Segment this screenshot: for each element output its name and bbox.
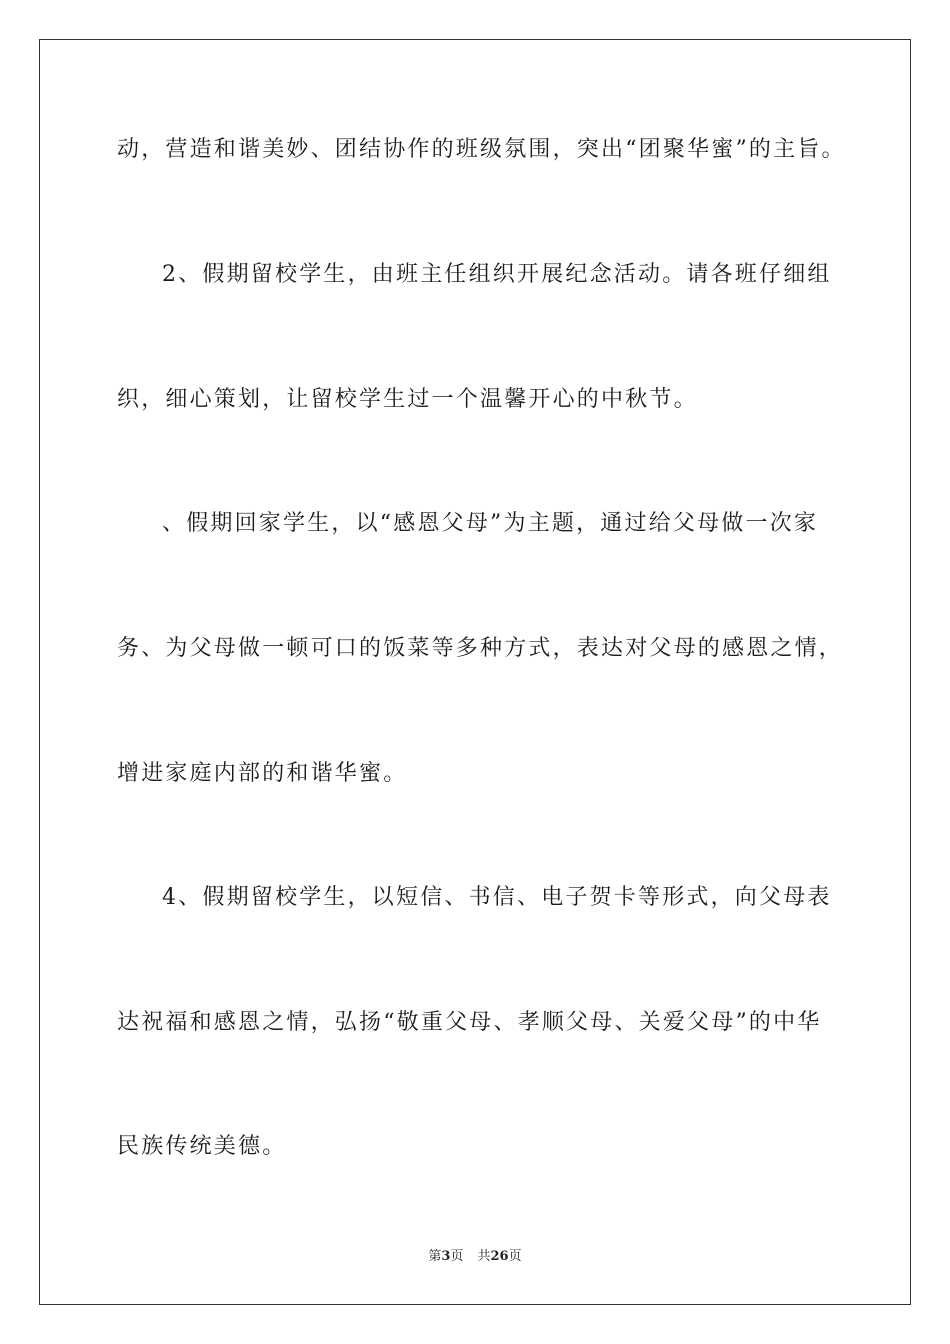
body-line-3: 织，细心策划，让留校学生过一个温馨开心的中秋节。	[117, 387, 698, 412]
body-line-7: 4、假期留校学生，以短信、书信、电子贺卡等形式，向父母表	[162, 885, 832, 910]
footer-page-number: 3	[441, 1249, 451, 1264]
body-line-6: 增进家庭内部的和谐华蜜。	[117, 761, 408, 786]
body-line-4: 、假期回家学生，以“感恩父母”为主题，通过给父母做一次家	[162, 511, 819, 536]
body-line-9: 民族传统美德。	[117, 1134, 287, 1159]
footer-total-pages: 26	[490, 1249, 509, 1264]
page-footer	[0, 1248, 950, 1266]
footer-page-suffix: 页	[450, 1249, 464, 1264]
body-line-5: 务、为父母做一顿可口的饭菜等多种方式，表达对父母的感恩之情，	[117, 636, 844, 661]
body-line-2: 2、假期留校学生，由班主任组织开展纪念活动。请各班仔细组	[162, 262, 832, 287]
page-frame	[39, 39, 911, 1305]
body-line-8: 达祝福和感恩之情，弘扬“敬重父母、孝顺父母、关爱父母”的中华	[117, 1010, 822, 1035]
footer-total-suffix: 页	[508, 1249, 522, 1264]
footer-page-prefix: 第	[428, 1249, 442, 1264]
footer-total-prefix: 共	[477, 1249, 491, 1264]
body-line-1: 动，营造和谐美妙、团结协作的班级氛围，突出“团聚华蜜”的主旨。	[117, 137, 846, 162]
